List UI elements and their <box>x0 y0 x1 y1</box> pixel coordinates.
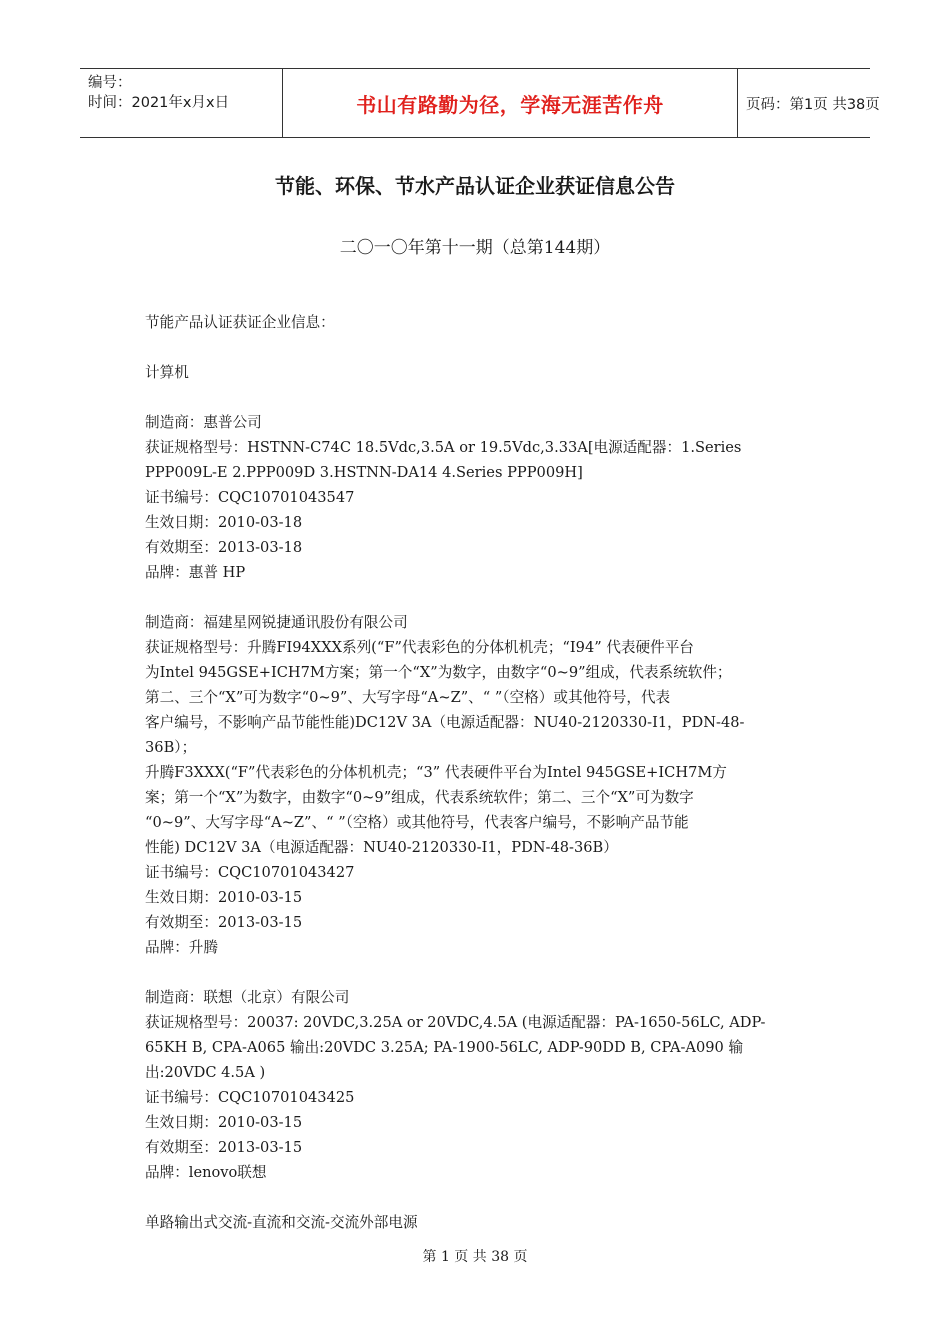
document-body <box>145 310 810 1235</box>
expiry-date: 有效期至：2013-03-15 <box>145 1139 303 1156</box>
model-line: 升腾F3XXX(“F”代表彩色的分体机机壳；“3” 代表硬件平台为Intel 945GSE+ICH7M方 <box>145 764 727 781</box>
document-title: 节能、环保、节水产品认证企业获证信息公告 <box>275 174 675 198</box>
model-line: 36B）； <box>145 739 197 756</box>
brand: 品牌：lenovo联想 <box>145 1164 267 1181</box>
certificate-number: 证书编号：CQC10701043425 <box>145 1089 355 1106</box>
brand: 品牌：升腾 <box>145 939 218 956</box>
model-line: 获证规格型号：HSTNN-C74C 18.5Vdc,3.5A or 19.5Vdc,3.33A[电源适配器：1.Series <box>145 439 742 456</box>
model-line: 案；第一个“X”为数字，由数字“0~9”组成，代表系统软件；第二、三个“X”可为数字 <box>145 789 694 806</box>
manufacturer: 制造商：联想（北京）有限公司 <box>145 989 350 1006</box>
certificate-number: 证书编号：CQC10701043547 <box>145 489 355 506</box>
model-line: 客户编号，不影响产品节能性能)DC12V 3A（电源适配器：NU40-2120330-I1，PDN-48- <box>145 714 745 731</box>
certificate-number: 证书编号：CQC10701043427 <box>145 864 355 881</box>
manufacturer: 制造商：福建星网锐捷通讯股份有限公司 <box>145 614 408 631</box>
entry-lenovo <box>145 985 810 1185</box>
expiry-date: 有效期至：2013-03-15 <box>145 914 303 931</box>
entry-hp <box>145 410 810 585</box>
section-heading: 节能产品认证获证企业信息： <box>145 314 335 331</box>
brand: 品牌：惠普 HP <box>145 564 246 581</box>
model-line: “0~9”、大写字母“A~Z”、“ ”（空格）或其他符号，代表客户编号，不影响产品节能 <box>145 814 689 831</box>
code-label: 编号： <box>88 75 132 91</box>
entry-star-net <box>145 610 810 960</box>
model-line: 获证规格型号：升腾FI94XXX系列(“F”代表彩色的分体机机壳；“I94” 代表硬件平台 <box>145 639 694 656</box>
expiry-date: 有效期至：2013-03-18 <box>145 539 303 556</box>
header-meta <box>80 69 282 137</box>
model-line: PPP009L-E 2.PPP009D 3.HSTNN-DA14 4.Series PPP009H] <box>145 464 583 481</box>
model-line: 性能) DC12V 3A（电源适配器：NU40-2120330-I1，PDN-48-36B） <box>145 839 618 856</box>
model-line: 65KH B, CPA-A065 输出:20VDC 3.25A; PA-1900-56LC, ADP-90DD B, CPA-A090 输 <box>145 1039 744 1056</box>
page-info: 页码：第1页 共38页 <box>746 96 880 113</box>
model-line: 获证规格型号：20037: 20VDC,3.25A or 20VDC,4.5A (电源适配器：PA-1650-56LC, ADP- <box>145 1014 766 1031</box>
motto: 书山有路勤为径，学海无涯苦作舟 <box>356 92 664 117</box>
model-line: 为Intel 945GSE+ICH7M方案；第一个“X”为数字，由数字“0~9”组成，代表系统软件； <box>145 664 732 681</box>
manufacturer: 制造商：惠普公司 <box>145 414 262 431</box>
header-motto-cell <box>282 69 738 137</box>
effective-date: 生效日期：2010-03-15 <box>145 889 303 906</box>
page-header <box>80 68 880 138</box>
time-label: 时间：2021年x月x日 <box>88 95 230 111</box>
model-line: 第二、三个“X”可为数字“0~9”、大写字母“A~Z”、“ ”（空格）或其他符号，代表 <box>145 689 671 706</box>
effective-date: 生效日期：2010-03-18 <box>145 514 303 531</box>
page-footer: 第 1 页 共 38 页 <box>422 1249 528 1265</box>
model-line: 出:20VDC 4.5A ) <box>145 1064 266 1081</box>
category-heading: 计算机 <box>145 364 189 381</box>
category-heading: 单路输出式交流-直流和交流-交流外部电源 <box>145 1214 418 1231</box>
document-subtitle: 二〇一〇年第十一期（总第144期） <box>339 238 611 258</box>
effective-date: 生效日期：2010-03-15 <box>145 1114 303 1131</box>
